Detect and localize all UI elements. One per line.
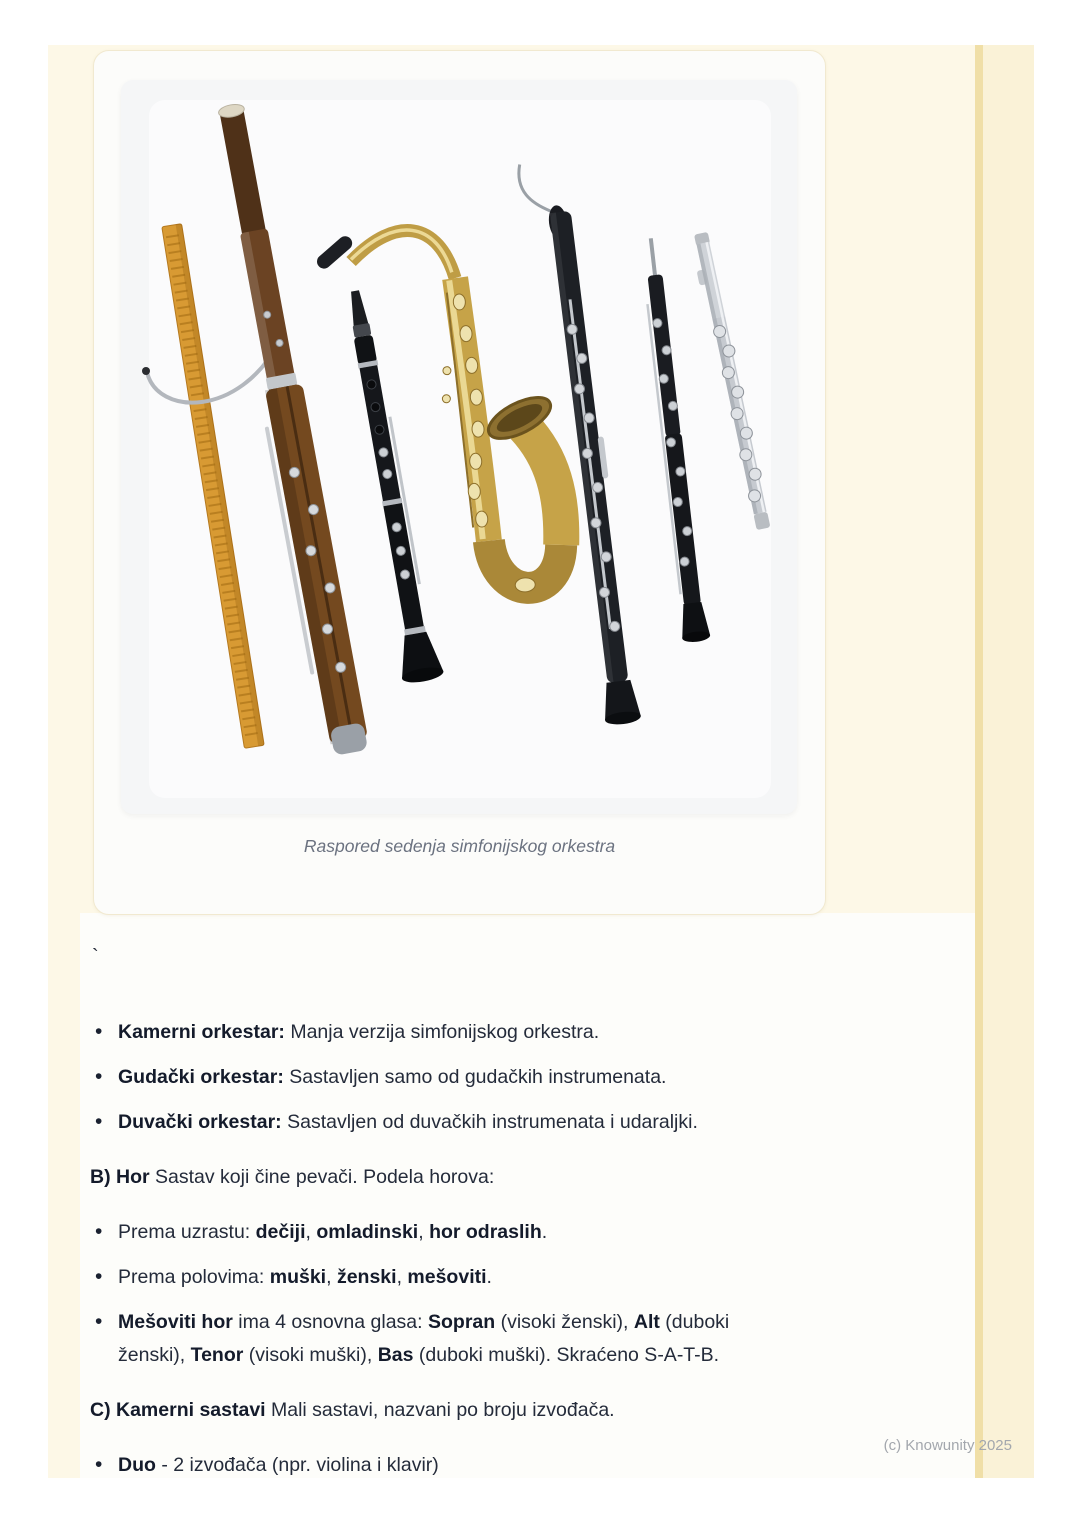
stray-backtick-text: ` [92, 946, 99, 968]
margin-divider-line [975, 45, 983, 1478]
paragraph-c-kamerni: C) Kamerni sastavi Mali sastavi, nazvani po broju izvođača. [90, 1399, 615, 1421]
list-item: • Duvački orkestar: Sastavljen od duvačkih instrumenata i udaraljki. [90, 1106, 790, 1139]
list-item: • Gudački orkestar: Sastavljen samo od gudačkih instrumenata. [90, 1061, 790, 1094]
orchestra-types-list [90, 1016, 790, 1139]
chamber-ensembles-list [90, 1449, 790, 1482]
notes-text [90, 1016, 800, 1494]
list-item: • Prema polovima: muški, ženski, mešoviti. [90, 1261, 790, 1294]
image-card [93, 50, 826, 915]
choir-types-list [90, 1216, 790, 1372]
watermark: (c) Knowunity 2025 [883, 1437, 1012, 1454]
list-item: • Prema uzrastu: dečiji, omladinski, hor odraslih. [90, 1216, 790, 1249]
list-item: • Mešoviti hor ima 4 osnovna glasa: Sopran (visoki ženski), Alt (duboki ženski), Tenor (visoki muški), Bas (duboki muški). Skraćeno S-A-T-B. [90, 1306, 790, 1372]
page-margin-column [983, 45, 1034, 1478]
image-caption: Raspored sedenja simfonijskog orkestra [303, 836, 616, 856]
woodwind-instruments-image [121, 80, 797, 814]
list-item: • Kamerni orkestar: Manja verzija simfonijskog orkestra. [90, 1016, 790, 1049]
paragraph-b-hor: B) Hor Sastav koji čine pevači. Podela horova: [90, 1166, 495, 1188]
list-item: • Duo - 2 izvođača (npr. violina i klavir) [90, 1449, 790, 1482]
